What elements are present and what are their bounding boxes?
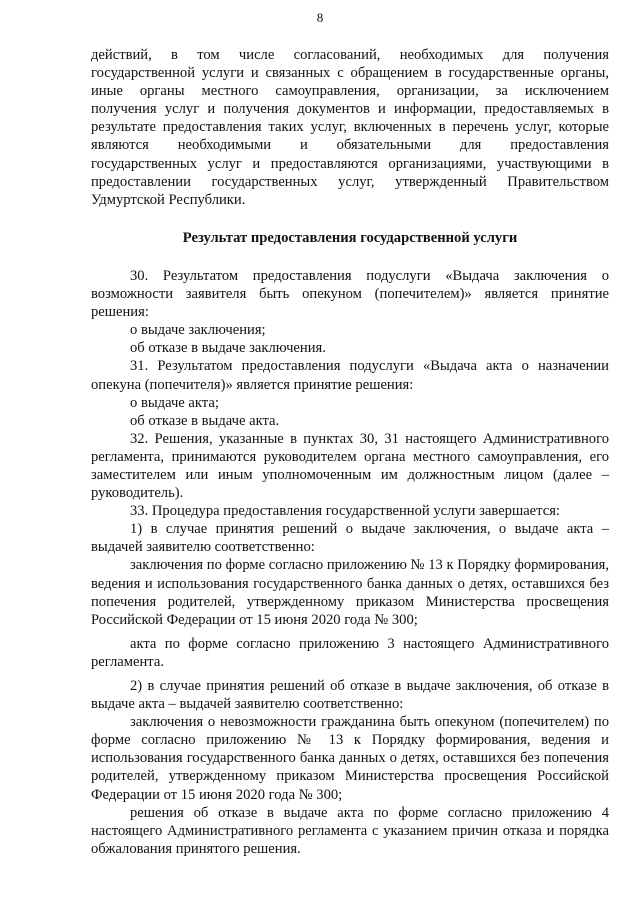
paragraph-30: 30. Результатом предоставления подуслуги «Выдача заключения о возможности заявителя быть опекуном (попечителем)» является принятие решения:	[91, 267, 609, 321]
text-line: являются необходимыми и обязательными для предоставления	[91, 137, 609, 154]
text-line: действий, в том числе согласований, необходимых для получения	[91, 47, 609, 63]
document-body	[91, 46, 609, 858]
text-line: результате предоставления таких услуг, включенных в перечень услуг, которые	[91, 119, 609, 136]
paragraph-33-1: 1) в случае принятия решений о выдаче заключения, о выдаче акта – выдачей заявителю соответственно:	[91, 521, 609, 556]
text-line: предоставлении государственных услуг, утвержденный Правительством	[91, 173, 609, 190]
text-line: Удмуртской Республики.	[91, 191, 246, 208]
paragraph-33: 33. Процедура предоставления государственной услуги завершается:	[130, 503, 560, 520]
paragraph-32: 32. Решения, указанные в пунктах 30, 31 настоящего Административного регламента, принимаются руководителем органа местного самоуправления, его заместителем или иным уполномоченным им должностным лицом (далее – руководитель).	[91, 430, 609, 502]
list-item: о выдаче акта;	[130, 394, 219, 411]
paragraph-33-2-a: заключения о невозможности гражданина быть опекуном (попечителем) по форме согласно приложению № 13 к Порядку формирования, ведения и использования государственного банка данных о детях, оставшихся без попечения родителей, утвержденному приказом Министерства просвещения Российской Федерации от 15 июня 2020 года № 300;	[91, 714, 609, 803]
paragraph-33-2-b: решения об отказе в выдаче акта по форме согласно приложению 4 настоящего Административного регламента с указанием причин отказа и порядка обжалования принятого решения.	[91, 804, 609, 857]
text-line: получения услуг и получения документов и информации, предоставляемых в	[91, 101, 609, 118]
text-line: государственной услуги и связанных с обращением в государственные органы,	[91, 65, 609, 82]
section-heading: Результат предоставления государственной услуги	[182, 229, 518, 246]
list-item: об отказе в выдаче заключения.	[130, 340, 326, 357]
paragraph-33-1-b: акта по форме согласно приложению 3 настоящего Административного регламента.	[91, 635, 609, 670]
paragraph-31: 31. Результатом предоставления подуслуги «Выдача акта о назначении опекуна (попечителя)» является принятие решения:	[91, 358, 609, 393]
list-item: об отказе в выдаче акта.	[130, 412, 280, 429]
list-item: о выдаче заключения;	[130, 322, 266, 339]
paragraph-33-2: 2) в случае принятия решений об отказе в выдаче заключения, об отказе в выдаче акта – выдачей заявителю соответственно:	[91, 678, 609, 713]
text-line: государственных услуг и предоставляются организациями, участвующими в	[91, 155, 609, 172]
page-number: 8	[316, 10, 324, 25]
paragraph-33-1-a: заключения по форме согласно приложению № 13 к Порядку формирования, ведения и использования государственного банка данных о детях, оставшихся без попечения родителей, утвержденному приказом Министерства просвещения Российской Федерации от 15 июня 2020 года № 300;	[91, 557, 609, 628]
intro-paragraph	[91, 46, 609, 209]
text-line: иные органы местного самоуправления, организации, за исключением	[91, 83, 609, 100]
